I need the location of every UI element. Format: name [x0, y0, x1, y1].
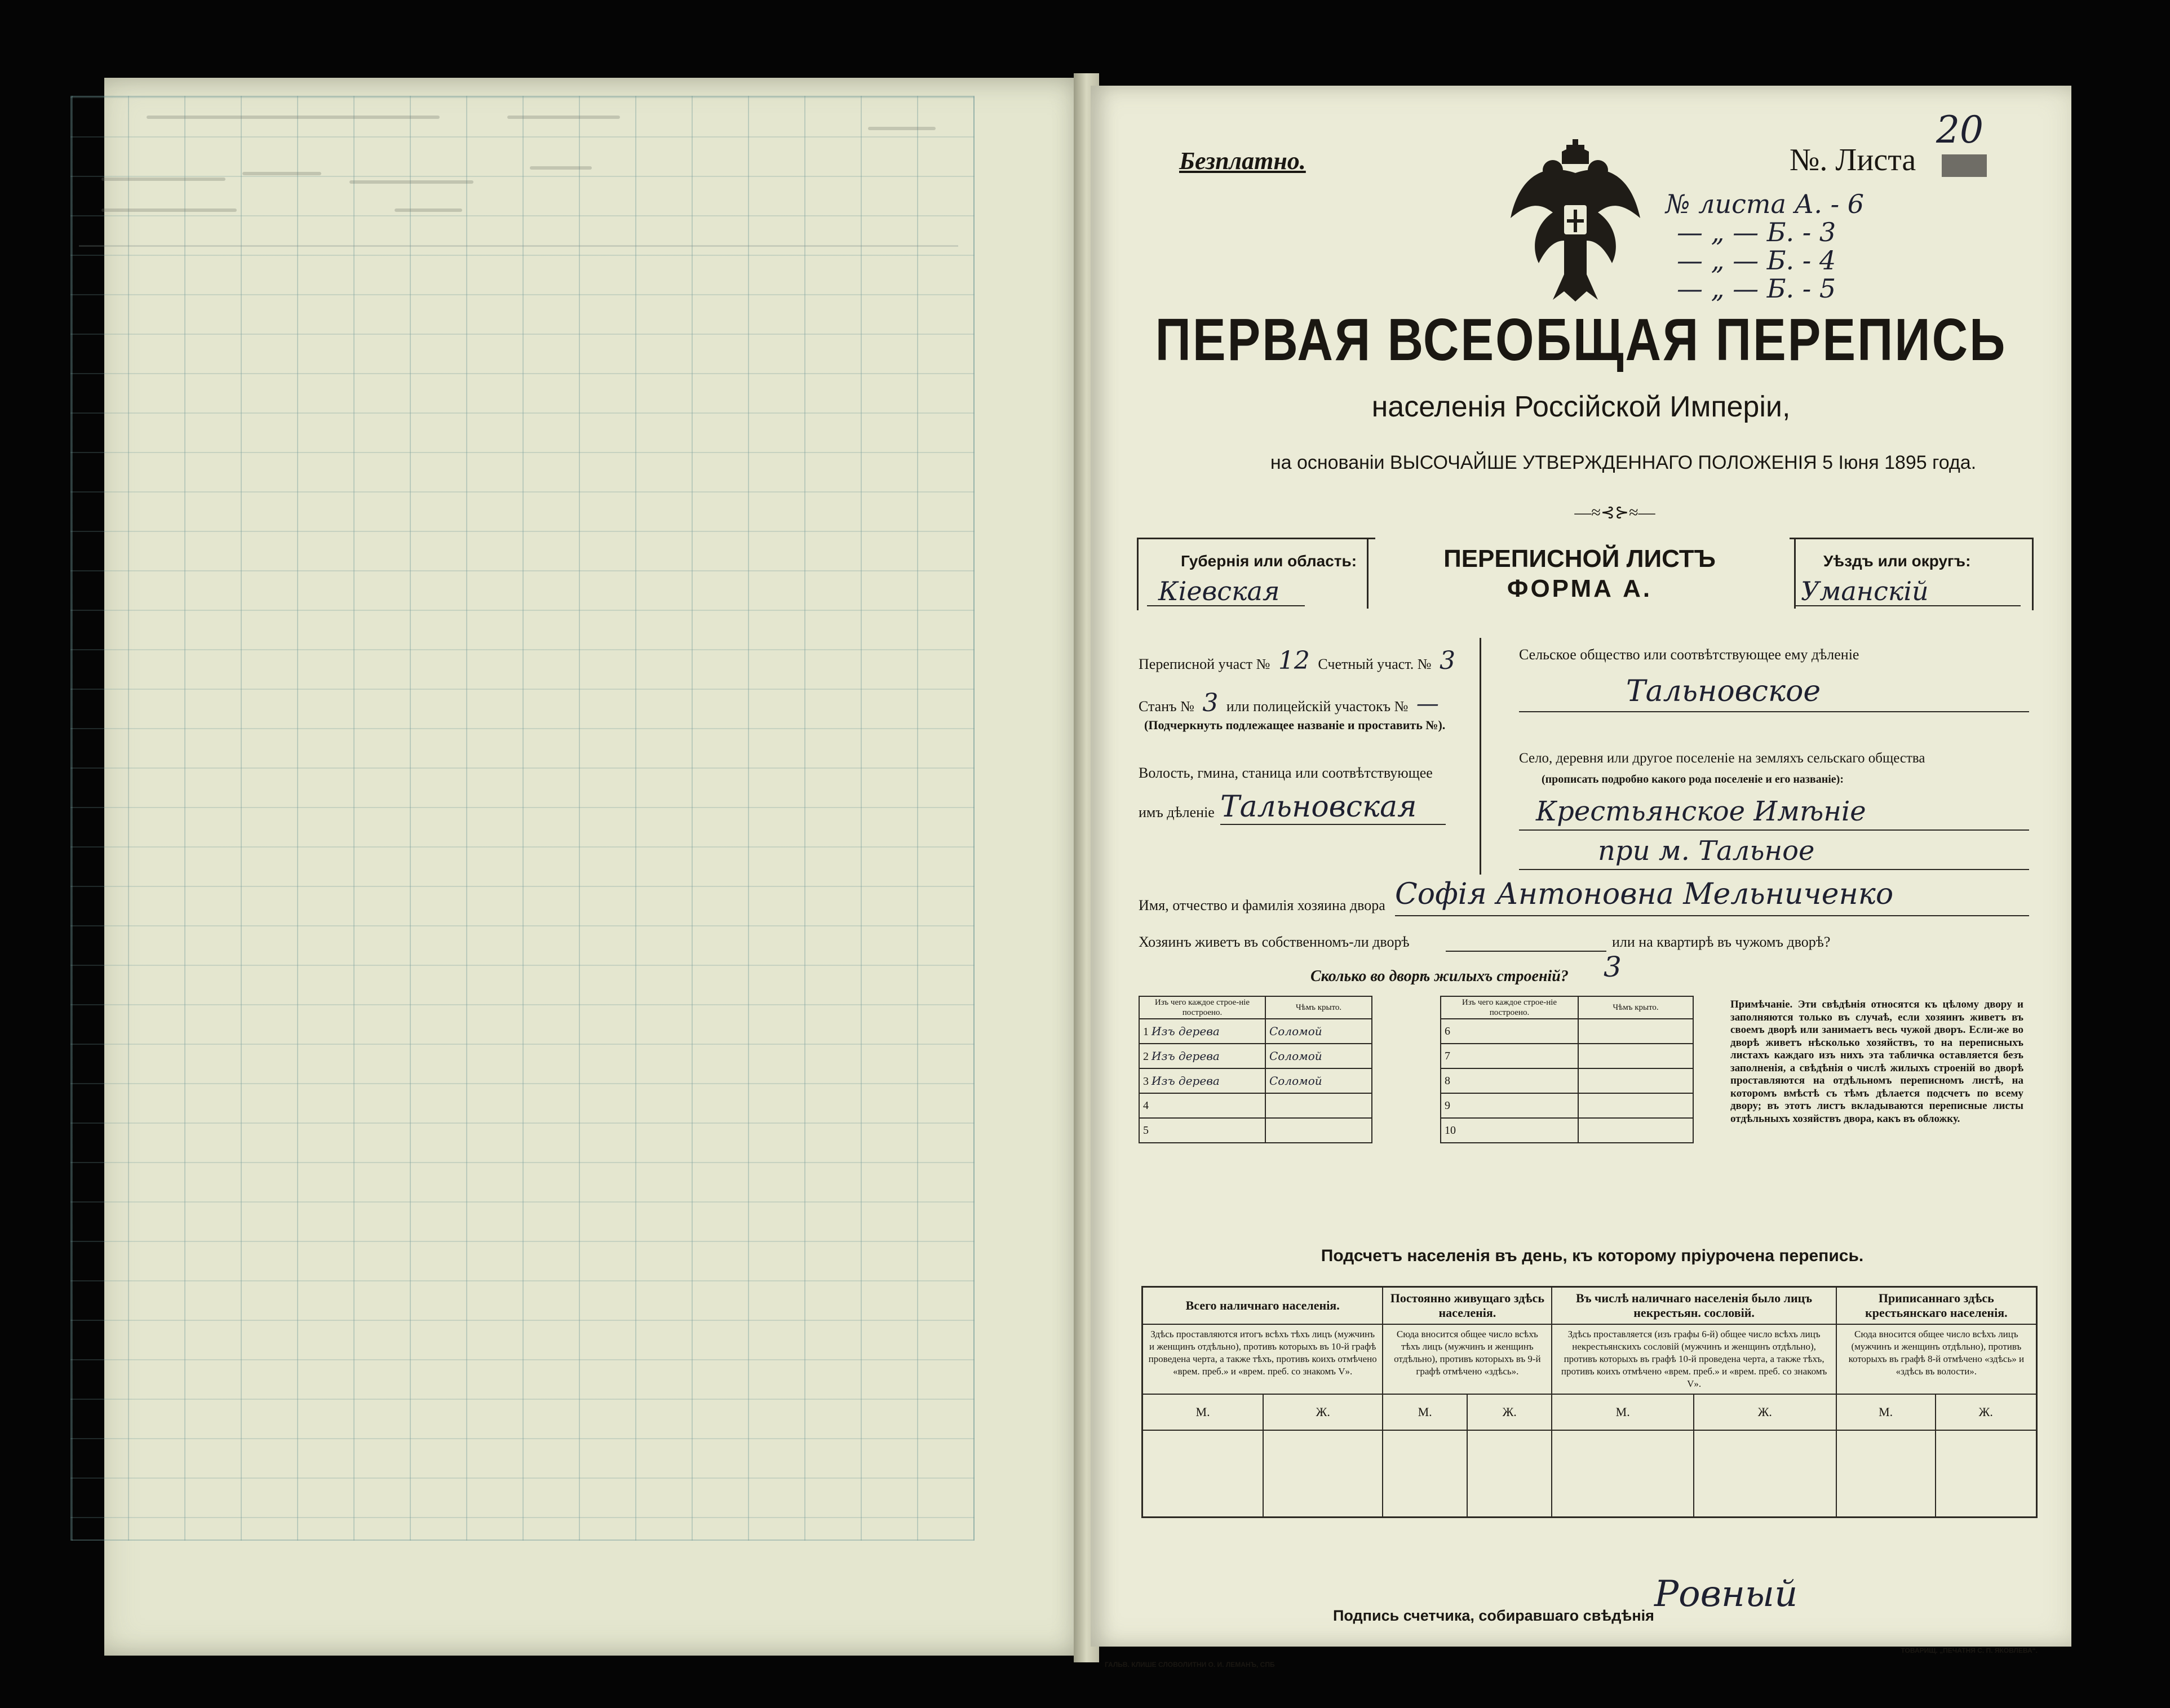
- census-title: ПЕРВАЯ ВСЕОБЩАЯ ПЕРЕПИСЬ: [1155, 306, 2007, 373]
- left-page-faint-header: [79, 99, 958, 247]
- left-page-grid: [70, 96, 975, 1541]
- table-row: 8: [1441, 1068, 1693, 1093]
- table-header: Всего наличнаго населенія.: [1142, 1287, 1383, 1325]
- underline-note: (Подчеркнуть подлежащее названіе и проставить №).: [1144, 718, 1446, 732]
- census-form-page: [1091, 86, 2071, 1669]
- population-count-table: [1141, 1286, 2038, 1518]
- community-value: Тальновское: [1626, 675, 1821, 708]
- sheet-number-handwritten: 20: [1936, 108, 1983, 152]
- printer-right: ТОВАРИЩ. „ПЕЧАТНЯ С. П. ЯКОВЛЕВА“.: [1901, 1647, 2038, 1654]
- buildings-label: Сколько во дворѣ жилыхъ строеній?: [1310, 968, 1569, 985]
- census-subtitle: населенія Россійской Имперіи,: [1371, 391, 1791, 423]
- volost-label-2: имъ дѣленіе: [1139, 804, 1215, 820]
- printer-left: ГАЛЬВ. КЛИШЕ СЛОВОЛИТНИ О. И. ЛЕМАНЪ, СПБ: [1105, 1661, 1275, 1669]
- gratis-label: Безплатно.: [1179, 147, 1306, 175]
- community-underline: [1519, 711, 2029, 712]
- district-label: Уѣздъ или округъ:: [1823, 552, 1971, 570]
- own-yard-label: Хозяинъ живетъ въ собственномъ-ли дворѣ: [1139, 934, 1410, 950]
- table-row: 2 Изъ дерева Соломой: [1139, 1044, 1372, 1068]
- table-header: Въ числѣ наличнаго населенія было лицъ некрестьян. сословій.: [1552, 1287, 1836, 1325]
- village-value-1: Крестьянское Имѣніе: [1536, 796, 1866, 827]
- village-underline-2: [1519, 869, 2029, 870]
- sheet-ref: — „ — Б. - 3: [1677, 217, 1836, 247]
- column-divider: [1480, 638, 1481, 875]
- buildings-note: Примѣчаніе. Эти свѣдѣнія относятся къ цѣлому двору и заполняются только въ случаѣ, если хозяинъ живетъ въ своемъ дворѣ или занимаетъ весь чужой дворъ. Если-же во дворѣ живетъ нѣсколько хозяйствъ, то на переписныхъ листахъ каждаго изъ нихъ эта табличка оставляется безъ заполненія, а свѣдѣнія о числѣ жилыхъ строеній во дворѣ проставляются на отдѣльномъ переписномъ листѣ, на которомъ вмѣстѣ съ тѣмъ дѣлается подсчетъ по всему двору; въ этотъ листъ вкладываются переписные листы отдѣльныхъ хозяйствъ двора, какъ въ обложку.: [1730, 999, 2023, 1125]
- owner-label: Имя, отчество и фамилія хозяина двора: [1139, 897, 1385, 913]
- table-header: Изъ чего каждое строе-ніе построено.: [1139, 996, 1265, 1019]
- own-yard-underline: [1446, 951, 1606, 952]
- table-description: Здѣсь проставляется (изъ графы 6-й) общее число всѣхъ лицъ некрестьянскихъ сословій (мужчинъ и женщинъ отдѣльно), противъ которыхъ въ графѣ 10-й проведена черта, а также тѣхъ, противъ коихъ отмѣчено «врем. преб.» и «врем. преб. со знакомъ V».: [1552, 1324, 1836, 1394]
- apartment-label: или на квартирѣ въ чужомъ дворѣ?: [1612, 934, 1831, 950]
- buildings-table-right: [1440, 996, 1694, 1143]
- table-row: М. Ж. М. Ж. М. Ж. М. Ж.: [1142, 1394, 2037, 1430]
- census-district-field: Переписной участ № 12 Счетный участ. № 3: [1139, 646, 1456, 675]
- legal-basis: на основаніи ВЫСОЧАЙШЕ УТВЕРЖДЕННАГО ПОЛОЖЕНІЯ 5 Іюня 1895 года.: [1270, 452, 1977, 473]
- stan-field: Станъ № 3 или полицейскій участокъ № —: [1139, 689, 1439, 717]
- table-header: Чѣмъ крыто.: [1578, 996, 1693, 1019]
- province-underline: [1147, 605, 1305, 606]
- imperial-eagle-emblem: [1508, 139, 1643, 303]
- sheet-ref: — „ — Б. - 5: [1677, 273, 1836, 304]
- sheet-ref: — „ — Б. - 4: [1677, 245, 1836, 276]
- province-value: Кіевская: [1158, 576, 1280, 606]
- table-row: 4: [1139, 1093, 1372, 1118]
- table-header: Изъ чего каждое строе-ніе построено.: [1441, 996, 1578, 1019]
- sheet-ref: № листа А. - 6: [1666, 189, 1865, 219]
- volost-underline: [1220, 824, 1446, 825]
- table-row: 7: [1441, 1044, 1693, 1068]
- table-header: Приписаннаго здѣсь крестьянскаго населенія.: [1836, 1287, 2037, 1325]
- volost-value: Тальновская: [1220, 790, 1417, 824]
- count-title: Подсчетъ населенія въ день, къ которому пріурочена перепись.: [1321, 1246, 1864, 1265]
- table-header: Постоянно живущаго здѣсь населенія.: [1383, 1287, 1552, 1325]
- sheet-number-label: №. Листа: [1790, 143, 1916, 178]
- table-row: 5: [1139, 1118, 1372, 1143]
- village-value-2: при м. Тальное: [1598, 835, 1815, 867]
- district-underline: [1795, 605, 2021, 606]
- owner-underline: [1395, 915, 2029, 916]
- signature-label: Подпись счетчика, собиравшаго свѣдѣнія: [1333, 1607, 1654, 1624]
- table-row: 6: [1441, 1019, 1693, 1044]
- table-description: Сюда вносится общее число всѣхъ лицъ (мужчинъ и женщинъ отдѣльно), противъ которыхъ въ графѣ 8-й отмѣчено «здѣсь» и «здѣсь въ волости».: [1836, 1324, 2037, 1394]
- village-note: (прописать подробно какого рода поселеніе и его названіе):: [1542, 773, 1844, 786]
- buildings-table-left: [1139, 996, 1372, 1143]
- province-label: Губернія или область:: [1181, 552, 1357, 570]
- table-row: 1 Изъ дерева Соломой: [1139, 1019, 1372, 1044]
- table-row: 10: [1441, 1118, 1693, 1143]
- community-label: Сельское общество или соотвѣтствующее ему дѣленіе: [1519, 646, 1859, 663]
- table-row: 3 Изъ дерева Соломой: [1139, 1068, 1372, 1093]
- form-title: ПЕРЕПИСНОЙ ЛИСТЪ: [1443, 545, 1716, 573]
- owner-value: Софія Антоновна Мельниченко: [1395, 877, 1894, 911]
- village-label: Село, деревня или другое поселеніе на земляхъ сельскаго общества: [1519, 751, 1925, 766]
- ornament-divider: —≈⊰⊱≈—: [1574, 503, 1655, 522]
- volost-label: Волость, гмина, станица или соотвѣтствующее: [1139, 765, 1433, 781]
- form-letter: ФОРМА А.: [1507, 575, 1653, 602]
- sheet-references: [1666, 190, 1864, 303]
- table-row: [1142, 1430, 2037, 1518]
- table-description: Здѣсь проставляются итогъ всѣхъ тѣхъ лицъ (мужчинъ и женщинъ отдѣльно), противъ которыхъ въ 10-й графѣ проведена черта, а также тѣхъ, противъ коихъ отмѣчено «врем. преб.» и «врем. преб. со знакомъ V».: [1142, 1324, 1383, 1394]
- district-value: Уманскій: [1801, 576, 1929, 606]
- table-description: Сюда вносится общее число всѣхъ тѣхъ лицъ (мужчинъ и женщинъ отдѣльно), противъ которыхъ въ 9-й графѣ отмѣчено «здѣсь».: [1383, 1324, 1552, 1394]
- table-header: Чѣмъ крыто.: [1265, 996, 1372, 1019]
- sheet-number-blot: [1942, 154, 1987, 177]
- signature-value: Ровный: [1654, 1573, 1798, 1615]
- village-underline-1: [1519, 829, 2029, 831]
- buildings-value: 3: [1604, 951, 1622, 983]
- table-row: 9: [1441, 1093, 1693, 1118]
